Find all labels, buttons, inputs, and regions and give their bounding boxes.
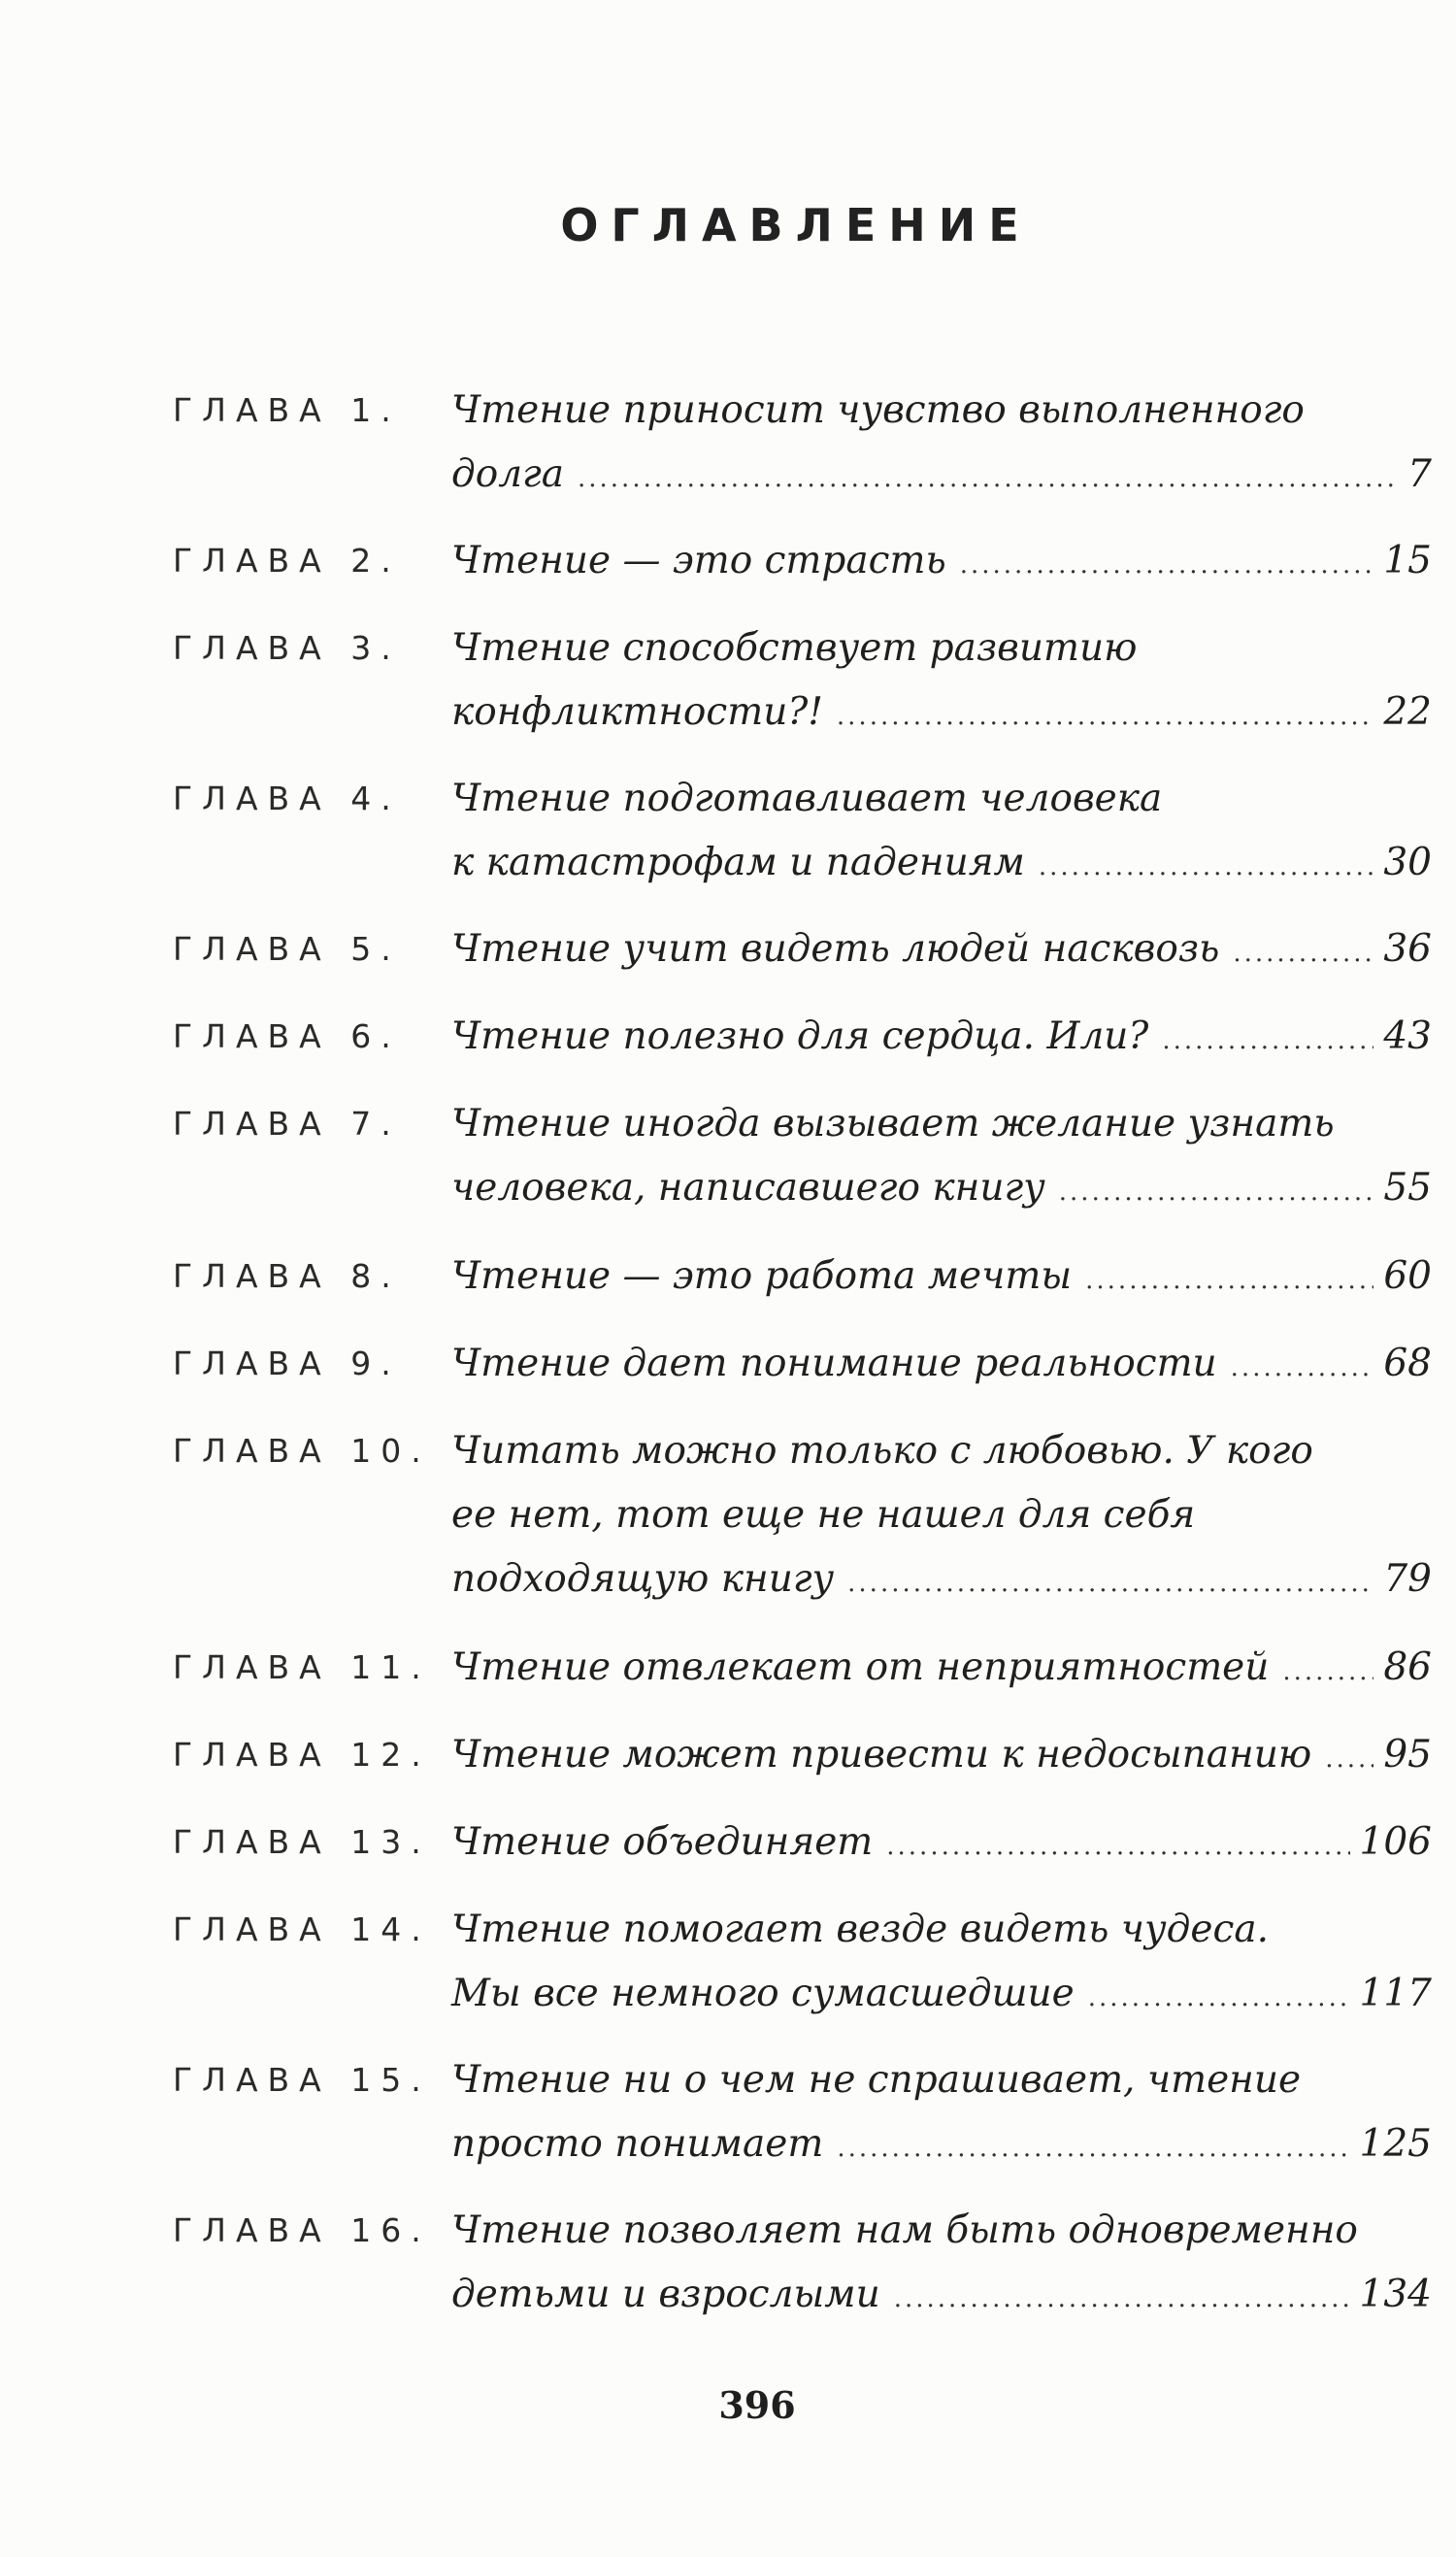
dot-leader <box>837 684 1373 748</box>
chapter-title-text: конфликтности?! <box>451 690 823 734</box>
dot-leader <box>1282 1640 1373 1704</box>
chapter-title-line <box>451 1005 1432 1069</box>
chapter-title-text: Чтение помогает везде видеть чудеса. <box>451 1908 1269 1951</box>
chapter-label: ГЛАВА 2. <box>173 542 401 580</box>
chapter-title-text: Чтение приносит чувство выполненного <box>451 388 1305 432</box>
page-title: ОГЛАВЛЕНИЕ <box>560 199 1032 251</box>
chapter-page-number: 125 <box>1359 2122 1432 2166</box>
chapter-title-line <box>451 831 1432 895</box>
chapter-title-line <box>451 379 1432 443</box>
chapter-label: ГЛАВА 16. <box>173 2211 431 2249</box>
chapter-title-text: к катастрофам и падениям <box>451 841 1025 884</box>
dot-leader <box>1325 1727 1373 1791</box>
chapter-label: ГЛАВА 8. <box>173 1257 401 1295</box>
chapter-page-number: 36 <box>1383 927 1432 971</box>
chapter-label: ГЛАВА 12. <box>173 1736 431 1774</box>
chapter-page-number: 30 <box>1383 841 1432 884</box>
chapter-label: ГЛАВА 13. <box>173 1823 431 1861</box>
chapter-title-line <box>451 1723 1432 1787</box>
chapter-title-line <box>451 1483 1432 1547</box>
chapter-title-text: Чтение — это страсть <box>451 539 946 582</box>
chapter-label: ГЛАВА 9. <box>173 1345 401 1382</box>
chapter-title-text: подходящую книгу <box>451 1557 835 1601</box>
chapter-title-text: просто понимает <box>451 2122 824 2166</box>
chapter-page-number: 7 <box>1407 452 1432 496</box>
chapter-title-line <box>451 1547 1432 1611</box>
chapter-title-line <box>451 1332 1432 1396</box>
chapter-page-number: 43 <box>1383 1014 1432 1058</box>
chapter-title-text: человека, написавшего книгу <box>451 1166 1045 1210</box>
chapter-title-line <box>451 1636 1432 1700</box>
chapter-page-number: 134 <box>1359 2273 1432 2316</box>
chapter-title-text: Чтение подготавливает человека <box>451 777 1163 820</box>
dot-leader <box>886 1814 1349 1878</box>
chapter-title-line <box>451 2199 1432 2263</box>
chapter-title-line <box>451 1419 1432 1483</box>
dot-leader <box>1039 835 1373 899</box>
dot-leader <box>1059 1160 1374 1224</box>
dot-leader <box>1162 1009 1373 1073</box>
chapter-label: ГЛАВА 3. <box>173 629 401 667</box>
chapter-title-text: Чтение объединяет <box>451 1820 874 1864</box>
page-number: 396 <box>718 2383 796 2427</box>
chapter-page-number: 117 <box>1359 1972 1432 2015</box>
chapter-page-number: 68 <box>1383 1342 1432 1385</box>
chapter-title-text: Чтение дает понимание реальности <box>451 1342 1217 1385</box>
dot-leader <box>1088 1966 1350 2030</box>
dot-leader <box>894 2267 1350 2331</box>
chapter-page-number: 60 <box>1383 1254 1432 1298</box>
chapter-title-text: Чтение отвлекает от неприятностей <box>451 1645 1270 1689</box>
chapter-title-text: Чтение может привести к недосыпанию <box>451 1733 1312 1777</box>
chapter-title-text: Чтение — это работа мечты <box>451 1254 1073 1298</box>
chapter-title-text: Читать можно только с любовью. У кого <box>451 1429 1313 1473</box>
chapter-page-number: 55 <box>1383 1166 1432 1210</box>
dot-leader <box>1085 1248 1373 1312</box>
chapter-title-line <box>451 616 1432 681</box>
chapter-title-line <box>451 1156 1432 1220</box>
chapter-title-text: Чтение позволяет нам быть одновременно <box>451 2208 1358 2252</box>
chapter-title-line <box>451 767 1432 831</box>
chapter-label: ГЛАВА 1. <box>173 391 401 429</box>
dot-leader <box>960 533 1374 597</box>
chapter-title-line <box>451 681 1432 745</box>
chapter-title-line <box>451 2112 1432 2176</box>
chapter-title-text: Чтение иногда вызывает желание узнать <box>451 1102 1335 1146</box>
chapter-page-number: 22 <box>1383 690 1432 734</box>
chapter-title-line <box>451 1810 1432 1875</box>
chapter-title-text: ее нет, тот еще не нашел для себя <box>451 1493 1196 1537</box>
chapter-label: ГЛАВА 4. <box>173 780 401 817</box>
chapter-label: ГЛАВА 10. <box>173 1432 431 1470</box>
dot-leader <box>1233 921 1373 985</box>
chapter-title-text: долга <box>451 452 564 496</box>
chapter-title-text: Чтение ни о чем не спрашивает, чтение <box>451 2058 1302 2102</box>
chapter-title-text: Чтение способствует развитию <box>451 626 1138 670</box>
chapter-page-number: 15 <box>1383 539 1432 582</box>
chapter-title-text: Мы все немного сумасшедшие <box>451 1972 1075 2015</box>
chapter-title-line <box>451 1962 1432 2026</box>
chapter-title-line <box>451 2263 1432 2327</box>
chapter-label: ГЛАВА 5. <box>173 930 401 968</box>
dot-leader <box>1231 1336 1374 1400</box>
chapter-title-line <box>451 1092 1432 1156</box>
chapter-title-line <box>451 1898 1432 1962</box>
chapter-label: ГЛАВА 14. <box>173 1910 431 1948</box>
dot-leader <box>837 2116 1349 2180</box>
chapter-title-line <box>451 443 1432 507</box>
chapter-page-number: 86 <box>1383 1645 1432 1689</box>
chapter-title-line <box>451 1245 1432 1309</box>
dot-leader <box>847 1551 1373 1615</box>
chapter-title-line <box>451 529 1432 593</box>
chapter-page-number: 95 <box>1383 1733 1432 1777</box>
chapter-label: ГЛАВА 11. <box>173 1648 431 1686</box>
chapter-page-number: 106 <box>1359 1820 1432 1864</box>
chapter-title-text: Чтение учит видеть людей насквозь <box>451 927 1220 971</box>
chapter-label: ГЛАВА 7. <box>173 1105 401 1143</box>
chapter-title-line <box>451 2048 1432 2112</box>
chapter-title-text: детьми и взрослыми <box>451 2273 880 2316</box>
chapter-page-number: 79 <box>1383 1557 1432 1601</box>
chapter-label: ГЛАВА 6. <box>173 1017 401 1055</box>
chapter-title-line <box>451 917 1432 981</box>
chapter-label: ГЛАВА 15. <box>173 2061 431 2099</box>
chapter-title-text: Чтение полезно для сердца. Или? <box>451 1014 1149 1058</box>
dot-leader <box>578 447 1398 511</box>
